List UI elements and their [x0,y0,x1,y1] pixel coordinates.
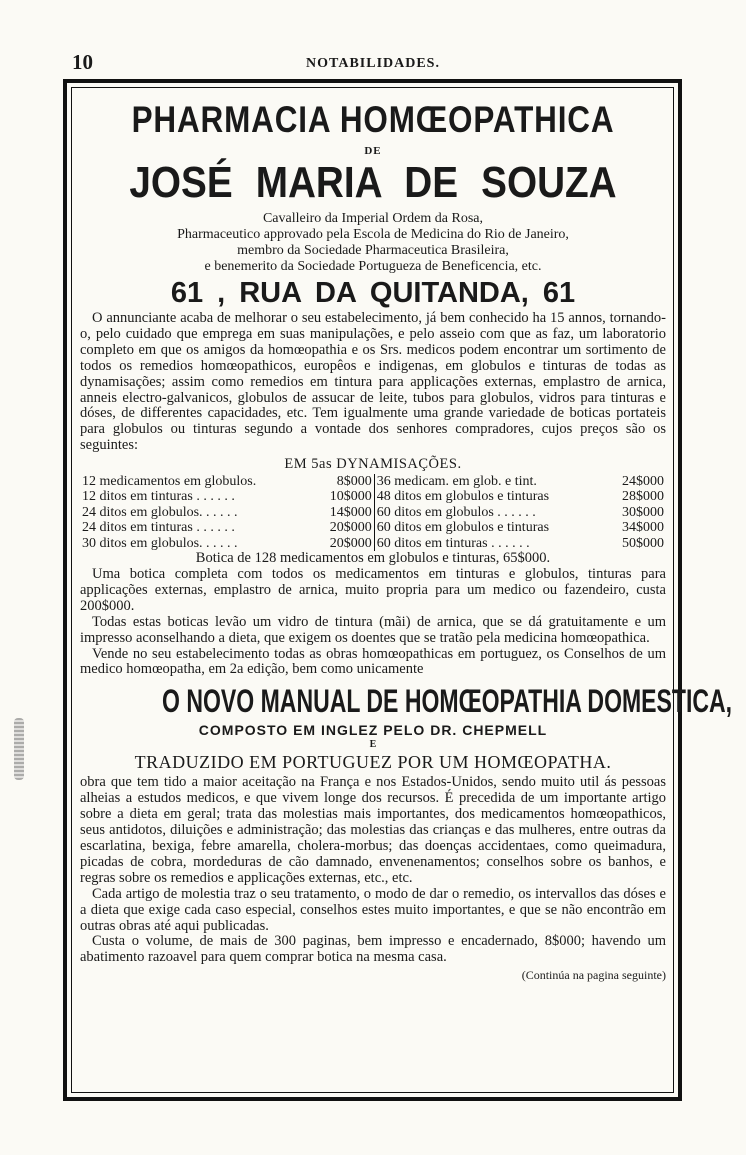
cada-paragraph: Cada artigo de molestia traz o seu tratamento, o modo de dar o remedio, os intervallos das dóses e a dieta que exige cada caso especial, conselhos estes muito importantes, e que se não encontrão em outras obras até aqui publicadas. [80,885,666,934]
price-row [80,520,666,535]
price-row [80,474,666,489]
translated-by: TRADUZIDO EM PORTUGUEZ POR UM HOMŒOPATHA. [134,752,612,773]
price-row [80,489,666,504]
price-row [80,505,666,520]
price-item-right: 48 ditos em globulos e tinturas [376,489,550,505]
price-item-left: 12 medicamentos em globulos. [82,474,257,490]
ad-de: DE [364,145,382,157]
price-left: 10$000 [313,489,374,504]
credentials [80,211,666,275]
price-table [80,474,666,551]
credential-line: membro da Sociedade Pharmaceutica Brasileira, [237,243,509,258]
intro-paragraph: O annunciante acaba de melhorar o seu estabelecimento, já bem conhecido ha 15 annos, tornando-o, pelo cuidado que emprega em suas manipulações, e pelo asseio com que as faz, um laboratorio completo em que os amigos da homœopathia e os Srs. medicos podem encontrar um sortimento de todos os remedios homœopathicos, europêos e indigenas, em globulos e tinturas de todas as dynamisações; assim como remedios em tintura para applicações externas, emplastro de arnica, anneis electro-galvanicos, globulos de assucar de leite, tubos para globulos, vidros para tinturas e dóses, de differentes capacidades, etc. Tem igualmente uma grande variedade de boticas portateis para globulos ou tinturas segundo a vontade dos senhores compradores, cujos preços são os seguintes: [80,310,666,454]
book-description: obra que tem tido a maior aceitação na França e nos Estados-Unidos, sendo muito util ás pessoas alheias a estudos medicos, e que vivem longe dos recursos. É precedida de um importante artigo sobre a dieta em geral; trata das molestias mais importantes, dos medicamentos homœopathicos, seus antidotos, diluições e administração; das molestias das crianças e das mulheres, entre outras da escarlatina, bexiga, febre amarella, cholera-morbus; das doenças accidentaes, como queimadura, picadas de cobra, mordeduras de cão damnado, envenenamentos; conselhos sobre os banhos, e regras sobre os remedios e applicações externas, etc., etc. [80,774,666,886]
page-number: 10 [72,50,93,74]
price-right: 30$000 [622,504,664,520]
advertisement [80,94,733,983]
price-item-left: 24 ditos em globulos. . . . . . [82,504,238,520]
credential-line: Cavalleiro da Imperial Ordem da Rosa, [262,211,484,226]
ad-title: PHARMACIA HOMŒOPATHICA [131,99,615,140]
ad-body [80,311,666,678]
book-author: COMPOSTO EM INGLEZ PELO DR. CHEPMELL [198,722,548,739]
book-title: O NOVO MANUAL DE HOMŒOPATHIA DOMESTICA, [162,683,733,720]
botica-completa-paragraph: Uma botica completa com todos os medicamentos em tinturas e globulos, tinturas para applicações externas, emplastro de arnica, muito propria para um medico ou fazendeiro, custa 200$000. [80,566,666,614]
address: 61 , RUA DA QUITANDA, 61 [170,277,576,309]
price-item-right: 60 ditos em globulos . . . . . . [376,504,536,520]
vende-paragraph: Vende no seu estabelecimento todas as obras homœopathicas em portuguez, os Conselhos de um medico homœopatha, em 2a edição, bem como unicamente [80,645,666,678]
running-title: NOTABILIDADES. [306,56,440,71]
price-item-left: 30 ditos em globulos. . . . . . [82,535,238,551]
price-item-right: 60 ditos em globulos e tinturas [376,520,550,536]
continued-note: (Continúa na pagina seguinte) [521,968,666,983]
price-right: 24$000 [622,474,664,490]
credential-line: e benemerito da Sociedade Portugueza de Beneficencia, etc. [204,259,542,274]
price-right: 34$000 [622,520,664,536]
book-body [80,775,666,966]
credential-line: Pharmaceutico approvado pela Escola de Medicina do Rio de Janeiro, [177,227,569,242]
price-right: 28$000 [622,489,664,505]
price-item-right: 36 medicam. em glob. e tint. [376,474,537,490]
section-heading: EM 5as DYNAMISAÇÕES. [284,456,462,473]
price-item-left: 12 ditos em tinturas . . . . . . [82,489,235,505]
botica-128: Botica de 128 medicamentos em globulos e tinturas, 65$000. [195,550,551,567]
price-item-left: 24 ditos em tinturas . . . . . . [82,520,235,536]
price-right: 50$000 [622,535,664,551]
price-left: 20$000 [313,536,374,551]
price-left: 20$000 [313,520,374,535]
custa-paragraph: Custa o volume, de mais de 300 paginas, bem impresso e encadernado, 8$000; havendo um abatimento razoavel para quem comprar botica na mesma casa. [80,933,666,966]
price-item-right: 60 ditos em tinturas . . . . . . [376,535,530,551]
todas-paragraph: Todas estas boticas levão um vidro de tintura (mãi) de arnica, que se dá gratuitamente e um impresso aconselhando a dieta, que exigem os doentes que se tratão pela medicina homœopathica. [80,613,666,646]
ad-owner: JOSÉ MARIA DE SOUZA [129,158,617,207]
library-stamp [14,718,24,780]
price-left: 8$000 [313,474,374,489]
price-row [80,536,666,551]
conjunction-e: E [369,739,377,751]
price-left: 14$000 [313,505,374,520]
